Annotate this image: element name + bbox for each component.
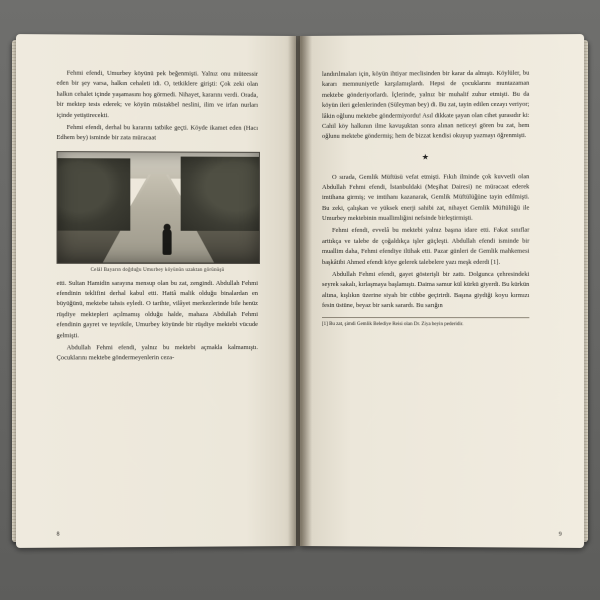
- footnote: [1] Bu zat, şimdi Gemlik Belediye Reisi olan Dr. Ziya beyin pederidir.: [322, 317, 529, 329]
- left-page: [16, 34, 296, 548]
- paragraph: Abdullah Fehmi efendi, gayet gösterişli bir zattı. Dolgunca çehresindeki seyrek sakalı, kırlaşmaya başlamıştı. Daima samur kül kürkü giyerdi. Bu kürkün altına, kışlıkın üzerine siyah bir cübbe geçirirdi. Başına giydiği koyu kırmızı fesin üstüne, beyaz bir sarık sarardı. Bu sarığın: [322, 270, 530, 310]
- paragraph: Fehmi efendi, derhal bu kararını tatbike geçti. Köyde ikamet eden (Hacı Edhem bey) isminde bir zata müracaat: [56, 123, 258, 142]
- paragraph: landırılmaları için, köyün ihtiyar meclisinden bir karar da almıştı. Köylüler, bu kararı memnuniyetle karşılamışlardı. Hepsi de çocuklarını muntazaman mektebe gönderiyorlardı. İçlerinde, yalnız bir muhalif zuhur etmişti. Bu da köyün ileri gelenlerinden (Süleyman bey) di. Bu zat, tayin edilen cezayı veriyor; lâkin oğlunu mektebe göndermiyordu! Asıl dikkate şayan olan cihet şurasıdır ki: Cahil köy halkının ilme kavuşuktan sonra alınan neticeyi gören bu zat, hem oğlunu mektebe göndermiş; hem de bizzat kendisi okuyup yazmayı öğrenmişti.: [322, 69, 530, 141]
- paragraph: Fehmi efendi, Umurbey köyünü pek beğenmişti. Yalnız onu müteessir eden bir şey varsa, halkın cehaleti idi. O, tetkiklere girişti: Çok zeki olan halkın cehalet içinde yaşamasını hoş görmedi. Nihayet, kararını verdi. Orada, bir mektep tesis ederek; ve köyün müstakbel neslini, ilim ve irfan nurları içinde yetiştirecekti.: [56, 69, 258, 119]
- right-page: [300, 34, 584, 548]
- page-number-right: 9: [558, 531, 562, 538]
- right-page-text-column: [322, 69, 529, 520]
- photo-vignette: [58, 152, 259, 263]
- paragraph: Abdullah Fehmi efendi, yalnız bu mektebi açmakla kalmamıştı. Çocuklarını mektebe göndermeyenlerin ceza-: [56, 344, 258, 362]
- figure-caption: Celâl Bayarın doğduğu Umurbey köyünün uzaktan görünüşü: [90, 267, 225, 273]
- road-photo: [57, 151, 260, 264]
- figure-road-photo: [57, 151, 258, 275]
- page-number-left: 8: [56, 531, 60, 538]
- paragraph: O sırada, Gemlik Müftüsü vefat etmişti. Fıkıh ilminde çok kuvvetli olan Abdullah Fehmi efendi, İstanbuldaki (Meşihat Dairesi) ne müracaat ederek imtihana girmiş; ve imtihanı kazanarak, Gemlik Müftülüğüne tayin edilmişti. Bu zeki, çalışkan ve yüksek enerji sahibi zat, nihayet Gemlik Müftülüğü ile Umurbey mektebinin muallimliğini nefsinde birleştirmişti.: [322, 172, 530, 223]
- section-separator: ★: [421, 152, 429, 162]
- open-book: [18, 36, 582, 546]
- left-page-text-column: [57, 69, 258, 520]
- book-gutter: [288, 36, 312, 546]
- paragraph: etti. Sultan Hamidin sarayına mensup olan bu zat, zengindi. Abdullah Fehmi efendinin teklifini derhal kabul etti. Hattâ malik olduğu binalardan en büyüğünü, mektebe tahsis eyledi. O tarihte, vilâyet merkezlerinde bile henüz rüşdiye mektepleri açılmamış olduğu halde, mahaza Abdullah Fehmi efendinin gayret ve teşvikile, Umurbey köyünde bir rüşdiye mektebi vücude gelmişti.: [56, 279, 258, 339]
- paragraph: Fehmi efendi, evvelâ bu mektebi yalnız başına idare etti. Fakat sınıflar arttıkça ve talebe de çoğaldıkça işler güçleşti. Abdullah efendi isminde bir muallim daha, Fehmi efendiye iltihak etti. Pazar günleri de Gemlik mahkemesi başkâtibi Ahmed efendi köye gelerek talebelere yazı meşk ederdi [1].: [322, 227, 530, 266]
